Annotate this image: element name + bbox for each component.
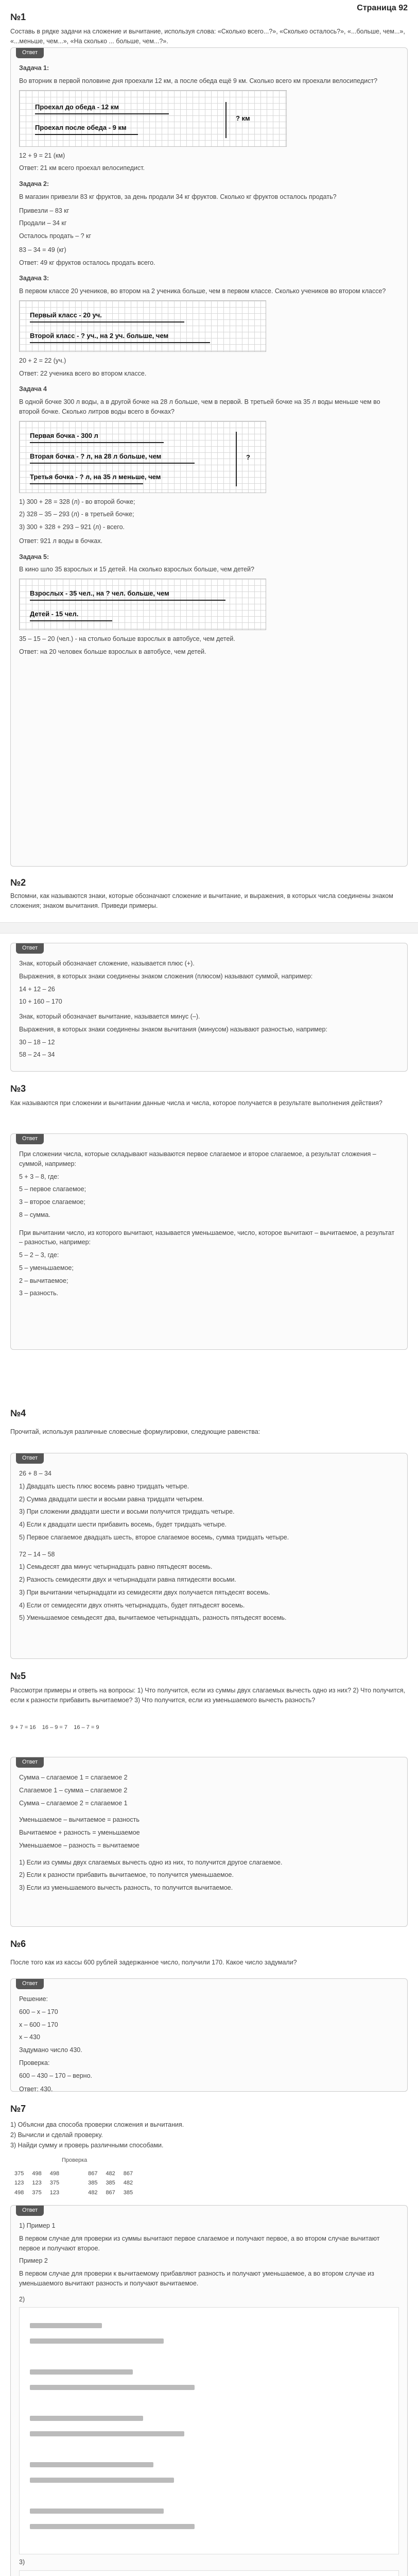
s6-line8: Ответ: 430. (19, 2086, 53, 2092)
answer-tab: Ответ (16, 1133, 44, 1144)
answer-tab: Ответ (16, 1453, 44, 1464)
s3-line10: 3 – разность. (19, 1290, 59, 1297)
s7-col6-a: 867 (123, 2170, 133, 2177)
task2-calc: 83 – 34 = 49 (кг) (19, 246, 66, 253)
s7-col4-a: 867 (88, 2170, 98, 2177)
task5-text: В кино шло 35 взрослых и 15 детей. На сколько взрослых больше, чем детей? (19, 566, 254, 573)
section-title-1: №1 (10, 12, 26, 22)
hw-row (30, 2338, 164, 2344)
s4-line10: 3) При вычитании четырнадцати из семидесяти двух получается пятьдесят восемь. (19, 1588, 270, 1596)
s5-line6: Уменьшаемое – разность = вычитаемое (19, 1841, 140, 1849)
s4-line8: 1) Семьдесят два минус четырнадцать равно пятьдесят восемь. (19, 1563, 213, 1571)
s7-col4-c: 482 (88, 2189, 98, 2196)
s5-line8: 2) Если к разности прибавить вычитаемое, то получится уменьшаемое. (19, 1871, 234, 1879)
task1-brace (225, 102, 227, 138)
s7-line6: 3) (19, 2558, 25, 2566)
s7-col3-c: 123 (49, 2189, 60, 2196)
hw-row (30, 2369, 133, 2375)
s6-line5: Задумано число 430. (19, 2046, 82, 2054)
s6-line2: 600 – х – 170 (19, 2008, 58, 2015)
s5-line7: 1) Если из суммы двух слагаемых вычесть одно из них, то получится другое слагаемое. (19, 1858, 283, 1866)
s2-line6: Выражения, в которых знаки соединены знаком вычитания (минусом) называют разностью, например: (19, 1025, 327, 1033)
task4-calc2: 2) 328 – 35 – 293 (л) - в третьей бочке; (19, 511, 134, 518)
task3-diagram-label1: Первый класс - 20 уч. (30, 311, 102, 319)
answer-box-1 (10, 47, 408, 867)
task1-text: Во вторник в первой половине дня проехали 12 км, а после обеда ещё 9 км. Сколько всего км проехали велосипедист? (19, 77, 378, 84)
s7-handwritten-work-2 (19, 2307, 399, 2554)
s7-line2: В первом случае для проверки из суммы вычитают первое слагаемое и получают первое, а во втором случае вычитают первое и получают второе. (19, 2234, 380, 2252)
ad-strip-1 (0, 922, 418, 934)
task4-bar-1 (30, 442, 164, 443)
task4-answer: Ответ: 921 л воды в бочках. (19, 537, 103, 545)
answer-tab: Ответ (16, 943, 44, 954)
task4-calc3: 3) 300 + 328 + 293 – 921 (л) - всего. (19, 523, 125, 531)
s7-col1-a: 375 (14, 2170, 24, 2177)
hw-row (30, 2509, 164, 2514)
section-title-7: №7 (10, 2104, 26, 2114)
hw-row (30, 2478, 174, 2483)
s3-line2: 5 + 3 – 8, где: (19, 1173, 59, 1180)
section-task-2: Вспомни, как называются знаки, которые обозначают сложение и вычитание, и выражения, в которых числа соединены знаком сложения; знаком вычитания. Приведи примеры. (10, 892, 393, 909)
section-task-5: Рассмотри примеры и ответь на вопросы: 1) Что получится, если из суммы двух слагаемых вычесть одно из них? 2) Что получится, если к разности прибавить вычитаемое? 3) Что получится, если из уменьшаемого вычесть разность? (10, 1687, 405, 1704)
section-title-6: №6 (10, 1939, 26, 1949)
task5-bar-2 (30, 620, 112, 621)
task2-title: Задача 2: (19, 180, 49, 188)
task2-line1: Привезли – 83 кг (19, 207, 69, 214)
task4-calc1: 1) 300 + 28 = 328 (л) - во второй бочке; (19, 498, 135, 505)
task3-answer: Ответ: 22 ученика всего во втором классе. (19, 369, 147, 377)
task4-title: Задача 4 (19, 385, 47, 393)
s6-line3: х – 600 – 170 (19, 2021, 58, 2028)
task3-title: Задача 3: (19, 275, 49, 282)
s7-col2-b: 123 (32, 2180, 42, 2186)
task5-diagram-label1: Взрослых - 35 чел., на ? чел. больше, чем (30, 589, 169, 597)
s2-line1: Знак, который обозначает сложение, называется плюс (+). (19, 960, 195, 967)
answer-tab: Ответ (16, 47, 44, 58)
answer-tab: Ответ (16, 2205, 44, 2216)
task4-diagram-label2: Вторая бочка - ? л, на 28 л больше, чем (30, 452, 162, 460)
task2-line2: Продали – 34 кг (19, 219, 67, 227)
s7-col5-c: 867 (106, 2189, 115, 2196)
s3-line8: 5 – уменьшаемое; (19, 1264, 74, 1272)
task4-diagram-label1: Первая бочка - 300 л (30, 431, 98, 439)
section-task-6: После того как из кассы 600 рублей задержанное число, получили 170. Какое число задумали? (10, 1959, 297, 1966)
s4-line9: 2) Разность семидесяти двух и четырнадцати равна пятидесяти восьми. (19, 1576, 236, 1583)
s7-col3-a: 498 (49, 2170, 60, 2177)
s4-line2: 1) Двадцать шесть плюс восемь равно тридцать четыре. (19, 1482, 189, 1490)
task1-bar-1 (35, 113, 169, 114)
s4-line3: 2) Сумма двадцати шести и восьми равна тридцати четырем. (19, 1495, 204, 1503)
s3-line3: 5 – первое слагаемое; (19, 1185, 86, 1193)
s4-line1: 26 + 8 – 34 (19, 1470, 51, 1477)
s7-col5-a: 482 (106, 2170, 115, 2177)
s4-line6: 5) Первое слагаемое двадцать шесть, второе слагаемое восемь, сумма тридцать четыре. (19, 1533, 289, 1541)
s5-line1: Сумма – слагаемое 1 = слагаемое 2 (19, 1774, 128, 1781)
task1-calc: 12 + 9 = 21 (км) (19, 151, 65, 159)
s7-line5: 2) (19, 2295, 25, 2303)
task1-diagram-label2: Проехал после обеда - 9 км (35, 123, 127, 131)
answer-box-6 (10, 1978, 408, 2092)
task1-answer: Ответ: 21 км всего проехал велосипедист. (19, 164, 145, 172)
task1-diagram-label3: ? км (236, 114, 250, 122)
s4-line12: 5) Уменьшаемое семьдесят два, вычитаемое четырнадцать, разность пятьдесят восемь. (19, 1614, 287, 1622)
s2-line4: 10 + 160 – 170 (19, 998, 62, 1006)
page-number: Страница 92 (357, 4, 408, 12)
s7-col2-c: 375 (32, 2189, 42, 2196)
s5-line4: Уменьшаемое – вычитаемое = разность (19, 1816, 140, 1824)
answer-tab: Ответ (16, 1978, 44, 1989)
task3-calc: 20 + 2 = 22 (уч.) (19, 357, 66, 364)
task4-brace (236, 432, 237, 486)
s6-line6: Проверка: (19, 2059, 50, 2066)
s3-line1: При сложении числа, которые складывают называются первое слагаемое и второе слагаемое, а результат сложения – суммой, например: (19, 1150, 376, 1167)
s5-example-2: 16 – 9 = 7 (42, 1724, 68, 1731)
s7-line3: Пример 2 (19, 2257, 48, 2265)
answer-box-4 (10, 1453, 408, 1659)
s3-line4: 3 – второе слагаемое; (19, 1198, 85, 1206)
s2-line7: 30 – 18 – 12 (19, 1038, 55, 1046)
section-title-5: №5 (10, 1671, 26, 1681)
s4-line11: 4) Если от семидесяти двух отнять четырнадцать, будет пятьдесят восемь. (19, 1601, 245, 1609)
task4-text: В одной бочке 300 л воды, а в другой бочке на 28 л больше, чем в первой. В третьей бочке на 35 л воды меньше чем во второй бочке. Сколько литров воды всего в бочках? (19, 398, 380, 415)
task5-title: Задача 5: (19, 553, 49, 561)
task5-answer: Ответ: на 20 человек больше взрослых в автобусе, чем детей. (19, 648, 206, 655)
task1-diagram-label1: Проехал до обеда - 12 км (35, 103, 119, 111)
answer-box-5 (10, 1757, 408, 1927)
answer-box-2 (10, 943, 408, 1072)
s7-task-1: 1) Объясни два способа проверки сложения и вычитания. (10, 2121, 184, 2128)
s7-col5-b: 385 (106, 2180, 115, 2186)
task3-diagram-label2: Второй класс - ? уч., на 2 уч. больше, чем (30, 331, 169, 340)
section-title-3: №3 (10, 1083, 26, 1094)
task4-diagram-label3: Третья бочка - ? л, на 35 л меньше, чем (30, 472, 161, 481)
task2-line3: Осталось продать – ? кг (19, 232, 92, 240)
s6-line7: 600 – 430 – 170 – верно. (19, 2072, 92, 2079)
task2-text: В магазин привезли 83 кг фруктов, за день продали 34 кг фруктов. Сколько кг фруктов осталось продать? (19, 193, 337, 200)
task5-diagram-label2: Детей - 15 чел. (30, 610, 79, 618)
s3-line9: 2 – вычитаемое; (19, 1277, 68, 1284)
s5-example-1: 9 + 7 = 16 (10, 1724, 36, 1731)
s5-line9: 3) Если из уменьшаемого вычесть разность, то получится вычитаемое. (19, 1884, 233, 1891)
task4-bar-3 (30, 483, 143, 484)
task4-diagram-label4: ? (246, 453, 250, 461)
s4-line5: 4) Если к двадцати шести прибавить восемь, будет тридцать четыре. (19, 1521, 227, 1528)
s7-example-table (10, 2156, 247, 2201)
answer-box-3 (10, 1133, 408, 1350)
hw-row (30, 2462, 153, 2467)
s7-task-3: 3) Найди сумму и проверь различными способами. (10, 2142, 164, 2149)
s5-example-3: 16 – 7 = 9 (74, 1724, 99, 1731)
s2-line2: Выражения, в которых знаки соединены знаком сложения (плюсом) называют суммой, например: (19, 972, 313, 980)
section-task-1: Составь в рядке задачи на сложение и вычитание, используя слова: «Сколько всего...?», «Сколько осталось?», «...больше, чем...», «...меньше, чем...», «На сколько ... больше, чем...?». (10, 28, 405, 45)
s6-line4: х – 430 (19, 2033, 41, 2041)
hw-row (30, 2524, 195, 2529)
s4-line4: 3) При сложении двадцати шести и восьми получится тридцать четыре. (19, 1508, 235, 1516)
s5-line5: Вычитаемое + разность = уменьшаемое (19, 1829, 140, 1836)
section-task-4: Прочитай, используя различные словесные формулировки, следующие равенства: (10, 1428, 260, 1435)
s7-task-2: 2) Вычисли и сделай проверку. (10, 2131, 103, 2139)
s7-line1: 1) Пример 1 (19, 2222, 56, 2229)
task5-diagram (19, 579, 266, 630)
s3-line5: 8 – сумма. (19, 1211, 50, 1218)
s7-line4: В первом случае для проверки к вычитаемому прибавляют разность и получают уменьшаемое, а во втором случае из уменьшаемого вычитают разность и получают вычитаемое. (19, 2270, 374, 2287)
hw-row (30, 2323, 102, 2328)
page-header (0, 0, 418, 29)
task3-diagram (19, 300, 266, 352)
s7-check-heading: Проверка (62, 2157, 88, 2163)
hw-row (30, 2385, 195, 2390)
s3-line6: При вычитании число, из которого вычитают, называется уменьшаемое, число, которое вычитают – вычитаемое, а результат – разностью, например: (19, 1229, 395, 1246)
task1-bar-2 (35, 134, 138, 135)
section-task-3: Как называются при сложении и вычитании данные числа и числа, которое получается в результате выполнения действия? (10, 1099, 382, 1107)
task3-text: В первом классе 20 учеников, во втором на 2 ученика больше, чем в первом классе. Сколько учеников во втором классе? (19, 287, 386, 295)
s2-line5: Знак, который обозначает вычитание, называется минус (–). (19, 1013, 200, 1020)
task3-bar-2 (30, 342, 210, 343)
s7-col6-c: 385 (123, 2189, 133, 2196)
s3-line7: 5 – 2 – 3, где: (19, 1251, 59, 1259)
task4-diagram (19, 421, 266, 493)
answer-box-7 (10, 2205, 408, 2576)
hw-row (30, 2416, 143, 2421)
s4-line7: 72 – 14 – 58 (19, 1550, 55, 1558)
s7-col1-c: 498 (14, 2189, 24, 2196)
s5-line2: Слагаемое 1 – сумма – слагаемое 2 (19, 1786, 128, 1794)
s7-col2-a: 498 (32, 2170, 42, 2177)
s5-examples (10, 1723, 165, 1732)
s7-col6-b: 482 (123, 2180, 133, 2186)
section-title-2: №2 (10, 877, 26, 888)
task2-answer: Ответ: 49 кг фруктов осталось продать всего. (19, 259, 155, 266)
task1-title: Задача 1: (19, 64, 49, 72)
task5-calc: 35 – 15 – 20 (чел.) - на столько больше взрослых в автобусе, чем детей. (19, 635, 235, 642)
s2-line3: 14 + 12 – 26 (19, 985, 55, 993)
s7-col1-b: 123 (14, 2180, 24, 2186)
task4-bar-2 (30, 463, 195, 464)
s7-handwritten-work-3 (19, 2570, 399, 2576)
task5-bar-1 (30, 600, 225, 601)
hw-row (30, 2431, 184, 2436)
s2-line8: 58 – 24 – 34 (19, 1051, 55, 1059)
s6-line1: Решение: (19, 1995, 48, 2003)
task3-bar-1 (30, 321, 184, 323)
s7-columns (10, 2169, 137, 2198)
s5-line3: Сумма – слагаемое 2 = слагаемое 1 (19, 1799, 128, 1807)
section-title-4: №4 (10, 1408, 26, 1418)
s7-col3-b: 375 (49, 2180, 60, 2186)
answer-tab: Ответ (16, 1757, 44, 1768)
s7-col4-b: 385 (88, 2180, 98, 2186)
task1-diagram (19, 90, 287, 147)
